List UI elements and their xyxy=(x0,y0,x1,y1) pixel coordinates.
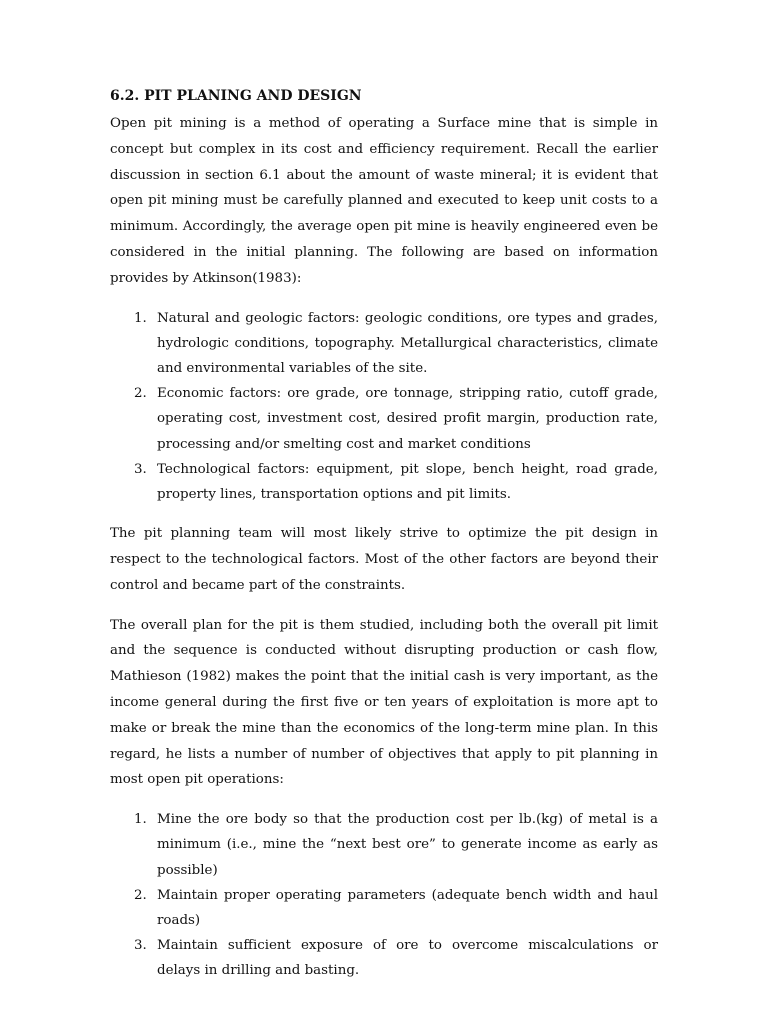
team-paragraph: The pit planning team will most likely strive to optimize the pit design in respect to the technological factors. Most of the other factors are beyond their control and became part of the constraints. xyxy=(110,526,658,593)
list-item xyxy=(134,807,658,883)
list-item-number: 3. xyxy=(134,461,147,477)
list-item xyxy=(134,457,658,507)
list-item-text: Maintain proper operating parameters (adequate bench width and haul roads) xyxy=(157,887,658,928)
list-item-text: Maintain sufficient exposure of ore to overcome miscalculations or delays in drilling and basting. xyxy=(157,938,658,979)
list-item-number: 1. xyxy=(134,812,147,828)
list-item-text: Mine the ore body so that the production cost per lb.(kg) of metal is a minimum (i.e., mine the “next best ore” to generate income as early as possible) xyxy=(157,812,658,878)
intro-paragraph: Open pit mining is a method of operating a Surface mine that is simple in concept but complex in its cost and efficiency requirement. Recall the earlier discussion in section 6.1 about the amount of waste mineral; it is evident that open pit mining must be carefully planned and executed to keep unit costs to a minimum. Accordingly, the average open pit mine is heavily engineered even be considered in the initial planning. The following are based on information provides by Atkinson(1983): xyxy=(110,116,658,286)
list-item-number: 2. xyxy=(134,887,147,903)
section-heading: 6.2. PIT PLANING AND DESIGN xyxy=(110,88,362,104)
objectives-list xyxy=(110,807,658,983)
document-page xyxy=(110,86,658,998)
list-item xyxy=(134,306,658,382)
overall-plan-paragraph: The overall plan for the pit is them studied, including both the overall pit limit and the sequence is conducted without disrupting production or cash flow, Mathieson (1982) makes the point that the initial cash is very important, as the income general during the first five or ten years of exploitation is more apt to make or break the mine than the economics of the long-term mine plan. In this regard, he lists a number of number of objectives that apply to pit planning in most open pit operations: xyxy=(110,617,658,788)
list-item-number: 2. xyxy=(134,386,147,402)
list-item-number: 3. xyxy=(134,938,147,954)
list-item xyxy=(134,883,658,933)
factors-list xyxy=(110,306,658,508)
list-item-text: Natural and geologic factors: geologic conditions, ore types and grades, hydrologic conditions, topography. Metallurgical characteristics, climate and environmental variables of the site. xyxy=(157,310,658,376)
list-item-text: Technological factors: equipment, pit slope, bench height, road grade, property lines, transportation options and pit limits. xyxy=(157,461,658,502)
list-item-number: 1. xyxy=(134,310,147,326)
list-item xyxy=(134,381,658,457)
list-item xyxy=(134,933,658,983)
list-item-text: Economic factors: ore grade, ore tonnage, stripping ratio, cutoff grade, operating cost, investment cost, desired profit margin, production rate, processing and/or smelting cost and market conditions xyxy=(157,386,658,452)
